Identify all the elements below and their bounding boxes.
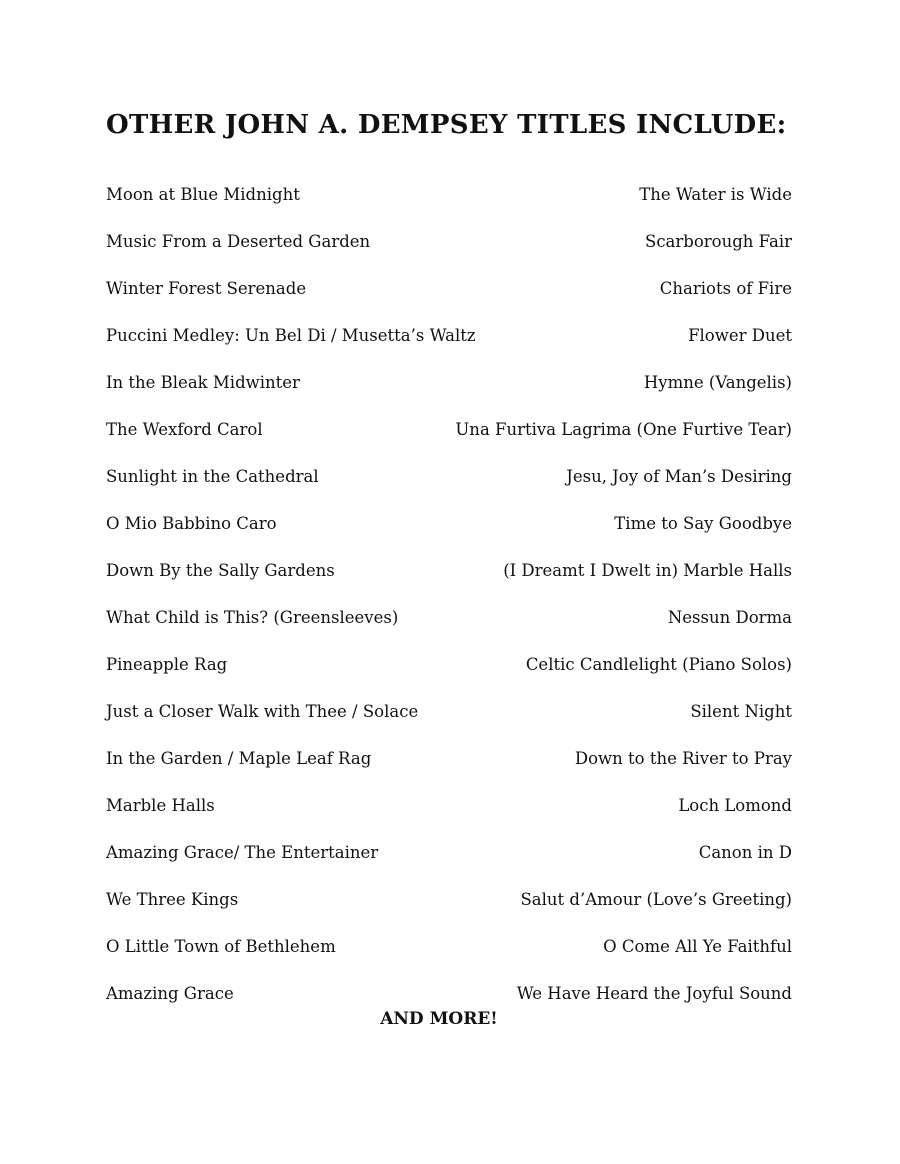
list-item [106,840,792,887]
list-item [106,652,792,699]
title-right: Celtic Candlelight (Piano Solos) [525,655,792,674]
list-item [106,417,792,464]
title-right: Flower Duet [688,326,792,345]
list-item [106,370,792,417]
title-left: O Little Town of Bethlehem [106,937,336,956]
list-item [106,229,792,276]
list-item [106,605,792,652]
title-right: Hymne (Vangelis) [643,373,792,392]
title-right: Silent Night [690,702,792,721]
title-left: Winter Forest Serenade [106,279,307,298]
title-right: (I Dreamt I Dwelt in) Marble Halls [503,561,792,580]
title-right: Chariots of Fire [659,279,792,298]
title-left: Pineapple Rag [106,655,228,674]
title-left: Down By the Sally Gardens [106,561,335,580]
title-left: Amazing Grace [106,984,234,1003]
list-item [106,793,792,840]
title-right: Jesu, Joy of Man’s Desiring [566,467,792,486]
title-right: Scarborough Fair [645,232,792,251]
title-left: Sunlight in the Cathedral [106,467,319,486]
title-right: O Come All Ye Faithful [603,937,792,956]
list-item [106,558,792,605]
title-left: Marble Halls [106,796,215,815]
and-more-footer: AND MORE! [380,1009,498,1029]
title-right: Salut d’Amour (Love’s Greeting) [520,890,792,909]
title-left: The Wexford Carol [106,420,263,439]
title-left: O Mio Babbino Caro [106,514,277,533]
title-left: Amazing Grace/ The Entertainer [106,843,379,862]
list-item [106,182,792,229]
title-left: Just a Closer Walk with Thee / Solace [106,702,419,721]
list-item [106,464,792,511]
title-left: Moon at Blue Midnight [106,185,300,204]
list-item [106,323,792,370]
list-item [106,511,792,558]
list-item [106,887,792,934]
title-right: We Have Heard the Joyful Sound [516,984,792,1003]
page-title: OTHER JOHN A. DEMPSEY TITLES INCLUDE: [106,110,787,140]
list-item [106,746,792,793]
list-item [106,699,792,746]
title-right: Una Furtiva Lagrima (One Furtive Tear) [455,420,792,439]
title-left: Puccini Medley: Un Bel Di / Musetta’s Waltz [106,326,476,345]
title-left: In the Bleak Midwinter [106,373,300,392]
title-right: Loch Lomond [678,796,792,815]
title-left: In the Garden / Maple Leaf Rag [106,749,372,768]
list-item [106,276,792,323]
list-item [106,934,792,981]
title-left: Music From a Deserted Garden [106,232,371,251]
title-right: Nessun Dorma [667,608,792,627]
title-left: What Child is This? (Greensleeves) [106,608,399,627]
title-right: Time to Say Goodbye [614,514,792,533]
title-right: Canon in D [698,843,792,862]
titles-list [106,182,792,1028]
title-right: Down to the River to Pray [574,749,792,768]
title-right: The Water is Wide [639,185,792,204]
title-left: We Three Kings [106,890,239,909]
